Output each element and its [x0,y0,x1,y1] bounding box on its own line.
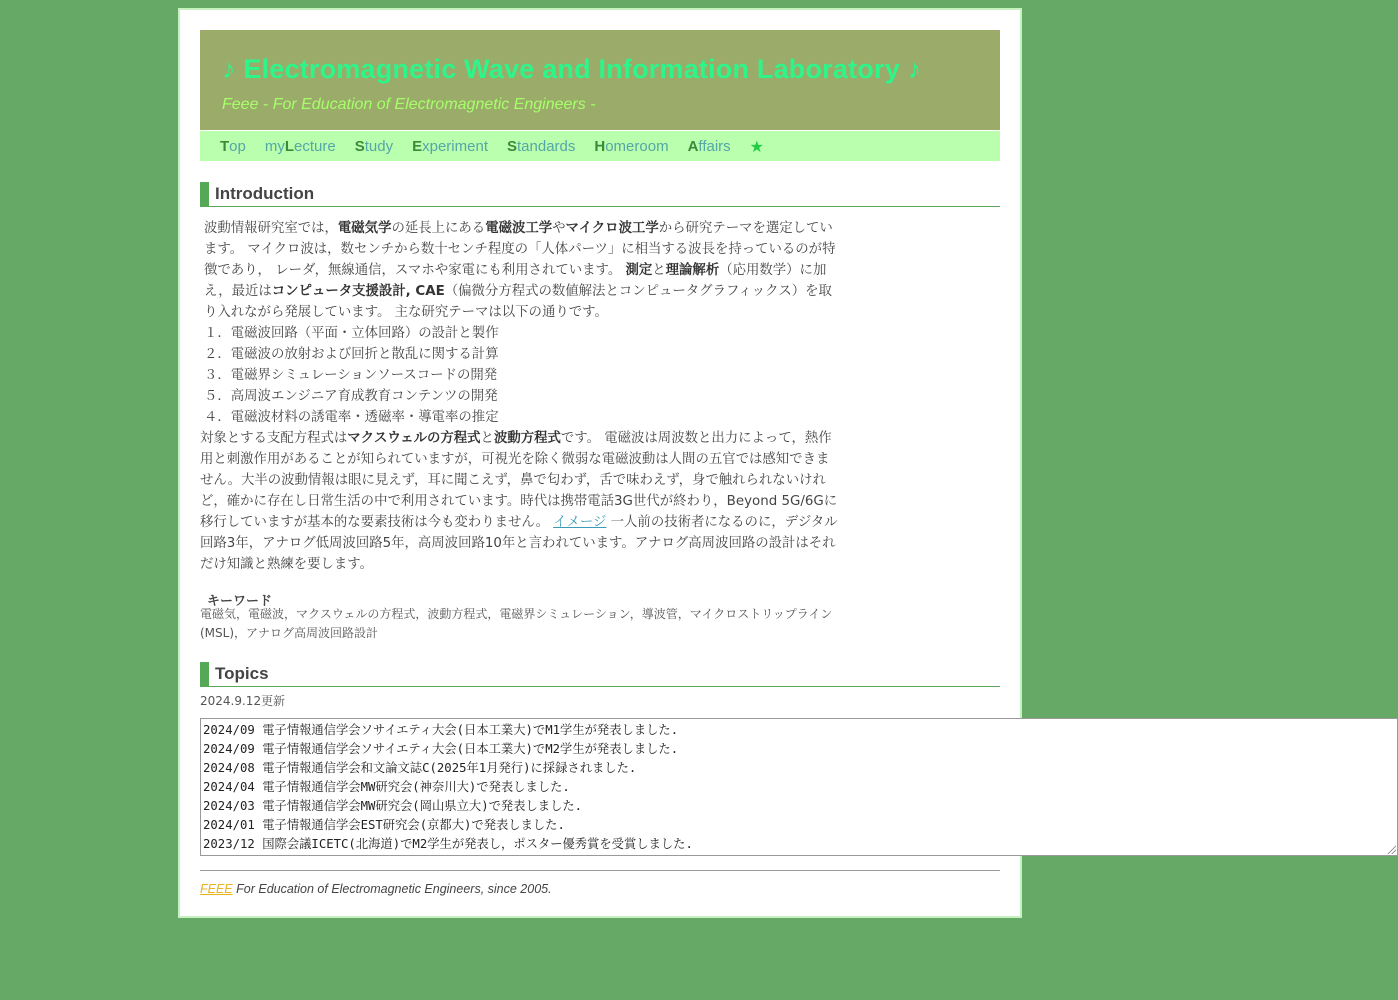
footer [200,882,552,896]
intro-paragraph-2: 対象とする支配方程式はマクスウェルの方程式と波動方程式です。 電磁波は周波数と出力によって，熱作用と刺激作用があることが知られていますが，可視光を除く微弱な電磁波動は人間の五官では感知できません。大半の波動情報は眼に見えず，耳に聞こえず，鼻で匂わず，舌で味わえず，身で触れられないけれど，確かに存在し日常生活の中で利用されています。時代は携帯電話3G世代が終わり，Beyond 5G/6Gに移行していますが基本的な要素技術は今も変わりません。 イメージ 一人前の技術者になるのに，デジタル回路3年，アナログ低周波回路5年，高周波回路10年と言われています。アナログ高周波回路の設計はそれだけ知識と熟練を要します。 [200,431,838,572]
topic-line: 2024/08 電子情報通信学会和文論文誌C(2025年1月発行)に採録されました. [203,761,637,775]
nav-homeroom[interactable]: Homeroom [594,137,669,155]
topic-line: 2024/01 電子情報通信学会EST研究会(京都大)で発表しました. [203,818,565,832]
heading-bar [200,662,209,686]
footer-divider [200,870,1000,871]
research-theme-item: ４．電磁波材料の誘電率・透磁率・導電率の推定 [204,410,499,425]
nav-affairs[interactable]: Affairs [687,137,731,155]
feee-link[interactable]: FEEE [200,882,233,896]
nav-experiment[interactable]: Experiment [412,137,488,155]
topics-heading-label: Topics [215,664,269,683]
site-subtitle: Feee - For Education of Electromagnetic Engineers - [222,96,596,113]
nav-standards[interactable]: Standards [506,137,576,155]
research-theme-item: ５．高周波エンジニア育成教育コンテンツの開発 [204,389,498,404]
topics-updated-date: 2024.9.12更新 [200,694,286,708]
resize-handle-icon[interactable] [1386,844,1396,854]
star-icon[interactable]: ★ [749,136,764,156]
page-container [178,8,1022,918]
introduction-body [200,218,842,575]
intro-paragraph-1: 波動情報研究室では，電磁気学の延長上にある電磁波工学やマイクロ波工学から研究テーマを選定しています。 マイクロ波は，数センチから数十センチ程度の「人体パーツ」に相当する波長を持っているのが特徴であり， レーダ，無線通信，スマホや家電にも利用されています。 測定と理論解析（応用数学）に加え，最近はコンピュータ支援設計, CAE（偏微分方程式の数値解法とコンピュータグラフィックス）を取り入れながら発展しています。 主な研究テーマは以下の通りです。 [204,221,836,320]
topic-line: 2024/03 電子情報通信学会MW研究会(岡山県立大)で発表しました. [203,799,583,813]
introduction-heading [200,182,1000,207]
nav-bar [200,131,1000,161]
heading-bar [200,182,209,206]
topic-line: 2024/09 電子情報通信学会ソサイエティ大会(日本工業大)でM1学生が発表しました. [203,723,679,737]
topics-heading [200,662,1000,687]
research-theme-item: ２．電磁波の放射および回折と散乱に関する計算 [204,347,499,362]
nav-study[interactable]: Study [354,137,394,155]
research-theme-item: １．電磁波回路（平面・立体回路）の設計と製作 [204,326,499,341]
nav-mylecture[interactable]: myLecture [264,137,336,155]
image-link[interactable]: イメージ [553,515,607,530]
site-title: ♪ Electromagnetic Wave and Information Laboratory ♪ [222,54,922,84]
keywords-heading: キーワード [207,594,273,609]
nav-top[interactable]: Top [220,137,246,155]
topic-line: 2024/09 電子情報通信学会ソサイエティ大会(日本工業大)でM2学生が発表しました. [203,742,679,756]
topic-line: 2024/04 電子情報通信学会MW研究会(神奈川大)で発表しました. [203,780,570,794]
topics-textarea[interactable] [200,718,1398,856]
header-banner [200,30,1000,130]
keywords-text: 電磁気，電磁波，マクスウェルの方程式，波動方程式，電磁界シミュレーション，導波管，マイクロストリップライン(MSL)，アナログ高周波回路設計 [200,607,833,640]
introduction-heading-label: Introduction [215,184,315,203]
footer-text: For Education of Electromagnetic Engineers, since 2005. [232,882,552,896]
topic-line: 2023/12 国際会議ICETC(北海道)でM2学生が発表し，ポスター優秀賞を受賞しました. [203,837,693,851]
research-theme-item: ３．電磁界シミュレーションソースコードの開発 [204,368,498,383]
